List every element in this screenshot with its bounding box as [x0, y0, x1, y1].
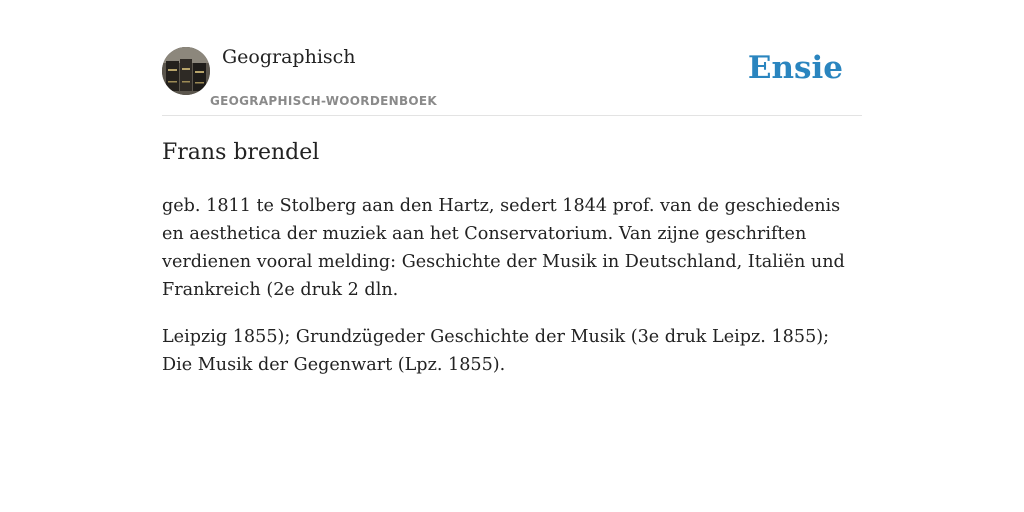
entry-body	[162, 192, 862, 398]
entry-paragraph: Leipzig 1855); Grundzügeder Geschichte der Musik (3e druk Leipz. 1855); Die Musik der Gegenwart (Lpz. 1855).	[162, 327, 830, 375]
entry-title: Frans brendel	[162, 140, 320, 165]
source-subtitle[interactable]: GEOGRAPHISCH-WOORDENBOEK	[210, 94, 437, 108]
header	[162, 0, 862, 116]
entry-paragraph: geb. 1811 te Stolberg aan den Hartz, sedert 1844 prof. van de geschiedenis en aesthetica der muziek aan het Conservatorium. Van zijne geschriften verdienen vooral melding: Geschichte der Musik in Deutschland, Italiën und Frankreich (2e druk 2 dln.	[162, 196, 845, 300]
books-photo-icon	[162, 47, 210, 95]
source-title[interactable]: Geographisch	[222, 46, 356, 68]
brand-logo[interactable]: Ensie	[747, 50, 843, 86]
avatar[interactable]	[162, 47, 210, 95]
page	[162, 0, 862, 512]
